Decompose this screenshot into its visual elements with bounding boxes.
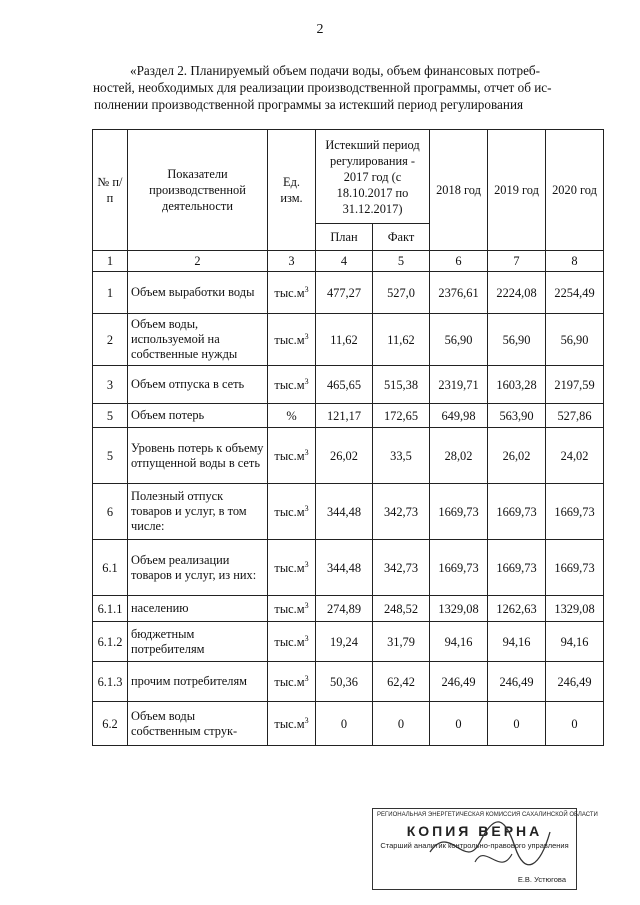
row-number: 6.1.3 (93, 662, 128, 702)
row-unit (268, 702, 316, 746)
row-fact: 248,52 (373, 596, 430, 622)
unit-superscript: 3 (304, 376, 309, 386)
stamp-name: Е.В. Устюгова (517, 875, 566, 884)
heading-line-2: ностей, необходимых для реализации производственной программы, отчет об ис- (93, 80, 552, 95)
row-plan: 19,24 (316, 622, 373, 662)
header-fact: Факт (373, 224, 430, 251)
row-2019: 1669,73 (488, 540, 546, 596)
header-2019: 2019 год (488, 130, 546, 251)
row-fact: 11,62 (373, 314, 430, 366)
column-number: 5 (373, 251, 430, 272)
row-number: 6.1.2 (93, 622, 128, 662)
row-2019: 563,90 (488, 404, 546, 428)
row-2019: 56,90 (488, 314, 546, 366)
row-2020: 1669,73 (546, 540, 604, 596)
heading-line-1: «Раздел 2. Планируемый объем подачи воды, объем финансовых потреб- (130, 63, 541, 78)
row-fact: 31,79 (373, 622, 430, 662)
row-2018: 1669,73 (430, 540, 488, 596)
row-plan: 274,89 (316, 596, 373, 622)
row-fact: 527,0 (373, 272, 430, 314)
row-fact: 342,73 (373, 540, 430, 596)
unit-text: тыс.м (274, 716, 305, 731)
row-2019: 1603,28 (488, 366, 546, 404)
row-2018: 94,16 (430, 622, 488, 662)
row-2020: 1329,08 (546, 596, 604, 622)
row-2019: 0 (488, 702, 546, 746)
unit-superscript: 3 (304, 503, 309, 513)
unit-text: тыс.м (274, 560, 305, 575)
column-number: 8 (546, 251, 604, 272)
table-row (93, 272, 604, 314)
row-indicator: бюджетным потребителям (128, 622, 268, 662)
row-2020: 1669,73 (546, 484, 604, 540)
row-number: 6 (93, 484, 128, 540)
stamp-title: КОПИЯ ВЕРНА (406, 823, 543, 839)
unit-text: тыс.м (274, 634, 305, 649)
unit-superscript: 3 (304, 559, 309, 569)
table-row (93, 540, 604, 596)
row-2018: 1669,73 (430, 484, 488, 540)
header-2018: 2018 год (430, 130, 488, 251)
row-number: 2 (93, 314, 128, 366)
row-2018: 246,49 (430, 662, 488, 702)
unit-text: тыс.м (274, 504, 305, 519)
row-unit (268, 314, 316, 366)
row-2020: 527,86 (546, 404, 604, 428)
unit-text: тыс.м (274, 377, 305, 392)
column-number: 7 (488, 251, 546, 272)
unit-text: тыс.м (274, 285, 305, 300)
heading-line-3: полнении производственной программы за истекший период регулирования (94, 97, 524, 112)
row-number: 5 (93, 428, 128, 484)
copy-certified-stamp (372, 808, 598, 890)
row-number: 5 (93, 404, 128, 428)
unit-text: тыс.м (274, 601, 305, 616)
row-2020: 56,90 (546, 314, 604, 366)
column-number: 4 (316, 251, 373, 272)
row-unit (268, 484, 316, 540)
table-row (93, 622, 604, 662)
stamp-organization: РЕГИОНАЛЬНАЯ ЭНЕРГЕТИЧЕСКАЯ КОМИССИЯ САХАЛИНСКОЙ ОБЛАСТИ (377, 812, 598, 818)
row-number: 6.1 (93, 540, 128, 596)
row-2020: 0 (546, 702, 604, 746)
row-indicator: Объем выработки воды (128, 272, 268, 314)
column-number: 1 (93, 251, 128, 272)
row-2018: 649,98 (430, 404, 488, 428)
table-row (93, 366, 604, 404)
section-heading (94, 62, 604, 113)
row-2020: 246,49 (546, 662, 604, 702)
table-row (93, 702, 604, 746)
unit-superscript: 3 (304, 331, 309, 341)
row-2018: 2319,71 (430, 366, 488, 404)
row-plan: 465,65 (316, 366, 373, 404)
unit-text: тыс.м (274, 674, 305, 689)
row-unit (268, 366, 316, 404)
row-2020: 2197,59 (546, 366, 604, 404)
unit-superscript: 3 (304, 284, 309, 294)
row-unit: % (268, 404, 316, 428)
row-unit (268, 428, 316, 484)
header-unit: Ед. изм. (268, 130, 316, 251)
table-row (93, 404, 604, 428)
header-2020: 2020 год (546, 130, 604, 251)
row-2018: 1329,08 (430, 596, 488, 622)
row-2019: 246,49 (488, 662, 546, 702)
row-plan: 344,48 (316, 484, 373, 540)
table-row (93, 662, 604, 702)
row-number: 1 (93, 272, 128, 314)
unit-superscript: 3 (304, 673, 309, 683)
row-indicator: прочим потребителям (128, 662, 268, 702)
row-2019: 2224,08 (488, 272, 546, 314)
row-2020: 24,02 (546, 428, 604, 484)
unit-text: тыс.м (274, 448, 305, 463)
row-indicator: Объем реализации товаров и услуг, из них: (128, 540, 268, 596)
header-num: № п/п (93, 130, 128, 251)
row-fact: 62,42 (373, 662, 430, 702)
row-plan: 11,62 (316, 314, 373, 366)
row-2019: 1262,63 (488, 596, 546, 622)
column-number: 3 (268, 251, 316, 272)
row-indicator: Объем потерь (128, 404, 268, 428)
row-2018: 28,02 (430, 428, 488, 484)
row-indicator: Уровень потерь к объему отпущенной воды в сеть (128, 428, 268, 484)
row-2019: 94,16 (488, 622, 546, 662)
row-fact: 515,38 (373, 366, 430, 404)
row-fact: 0 (373, 702, 430, 746)
row-indicator: Объем воды собственным струк- (128, 702, 268, 746)
row-unit (268, 662, 316, 702)
unit-superscript: 3 (304, 447, 309, 457)
row-indicator: Полезный отпуск товаров и услуг, в том числе: (128, 484, 268, 540)
row-number: 6.1.1 (93, 596, 128, 622)
row-plan: 121,17 (316, 404, 373, 428)
row-unit (268, 540, 316, 596)
row-plan: 50,36 (316, 662, 373, 702)
row-unit (268, 622, 316, 662)
row-2020: 2254,49 (546, 272, 604, 314)
table-row (93, 428, 604, 484)
row-plan: 344,48 (316, 540, 373, 596)
header-period: Истекший период регулирования - 2017 год (с 18.10.2017 по 31.12.2017) (316, 130, 430, 224)
row-2020: 94,16 (546, 622, 604, 662)
row-2018: 2376,61 (430, 272, 488, 314)
row-plan: 477,27 (316, 272, 373, 314)
page-number: 2 (316, 22, 324, 37)
row-fact: 172,65 (373, 404, 430, 428)
production-program-table (92, 129, 604, 746)
header-indicator: Показатели производственной деятельности (128, 130, 268, 251)
header-plan: План (316, 224, 373, 251)
row-2018: 0 (430, 702, 488, 746)
unit-superscript: 3 (304, 600, 309, 610)
stamp-role: Старший аналитик контрольно-правового управления (380, 841, 569, 850)
row-fact: 342,73 (373, 484, 430, 540)
column-number: 6 (430, 251, 488, 272)
row-unit (268, 272, 316, 314)
table-row (93, 484, 604, 540)
row-plan: 0 (316, 702, 373, 746)
table-row (93, 596, 604, 622)
row-fact: 33,5 (373, 428, 430, 484)
row-indicator: Объем воды, используемой на собственные нужды (128, 314, 268, 366)
row-unit (268, 596, 316, 622)
row-indicator: Объем отпуска в сеть (128, 366, 268, 404)
unit-superscript: 3 (304, 715, 309, 725)
row-2019: 1669,73 (488, 484, 546, 540)
unit-superscript: 3 (304, 633, 309, 643)
row-2019: 26,02 (488, 428, 546, 484)
row-2018: 56,90 (430, 314, 488, 366)
unit-text: тыс.м (274, 332, 305, 347)
row-number: 3 (93, 366, 128, 404)
row-indicator: населению (128, 596, 268, 622)
row-number: 6.2 (93, 702, 128, 746)
column-number: 2 (128, 251, 268, 272)
table-row (93, 314, 604, 366)
row-plan: 26,02 (316, 428, 373, 484)
